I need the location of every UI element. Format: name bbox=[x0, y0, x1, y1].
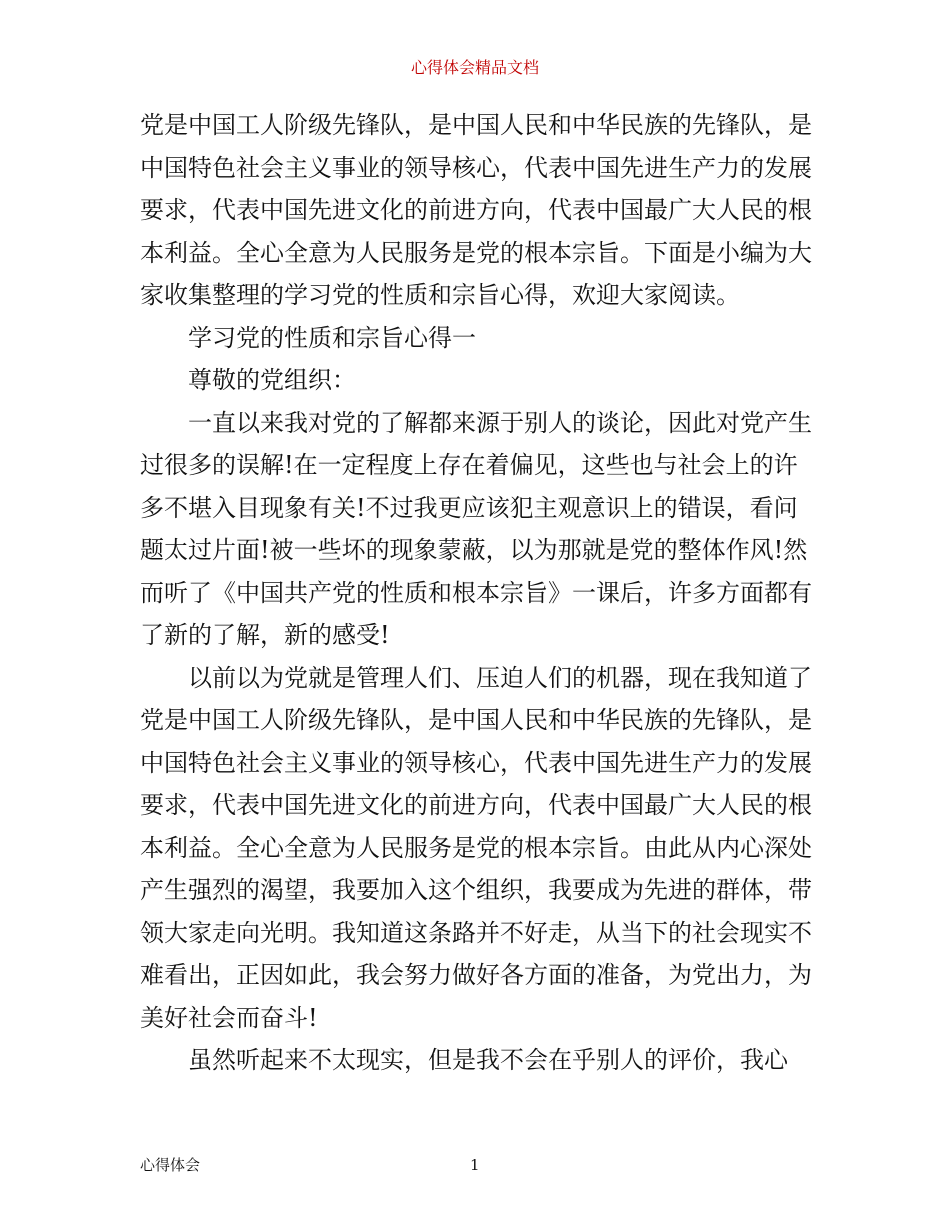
document-body bbox=[140, 104, 812, 1082]
section-heading: 学习党的性质和宗旨心得一 bbox=[188, 323, 476, 352]
intro-paragraph: 党是中国工人阶级先锋队，是中国人民和中华民族的先锋队，是中国特色社会主义事业的领导核心，代表中国先进生产力的发展要求，代表中国先进文化的前进方向，代表中国最广大人民的根本利益。全心全意为人民服务是党的根本宗旨。下面是小编为大家收集整理的学习党的性质和宗旨心得，欢迎大家阅读。 bbox=[140, 111, 812, 309]
header-title: 心得体会精品文档 bbox=[410, 58, 539, 77]
page-number: 1 bbox=[470, 1156, 480, 1174]
body-paragraph: 虽然听起来不太现实，但是我不会在乎别人的评价，我心 bbox=[188, 1046, 788, 1074]
body-paragraph: 以前以为党就是管理人们、压迫人们的机器，现在我知道了党是中国工人阶级先锋队，是中国人民和中华民族的先锋队，是中国特色社会主义事业的领导核心，代表中国先进生产力的发展要求，代表中国先进文化的前进方向，代表中国最广大人民的根本利益。全心全意为人民服务是党的根本宗旨。由此从内心深处产生强烈的渴望，我要加入这个组织，我要成为先进的群体，带领大家走向光明。我知道这条路并不好走，从当下的社会现实不难看出，正因如此，我会努力做好各方面的准备，为党出力，为美好社会而奋斗! bbox=[140, 663, 812, 1032]
body-paragraph: 一直以来我对党的了解都来源于别人的谈论，因此对党产生过很多的误解!在一定程度上存在着偏见，这些也与社会上的许多不堪入目现象有关!不过我更应该犯主观意识上的错误，看问题太过片面!被一些坏的现象蒙蔽，以为那就是党的整体作风!然而听了《中国共产党的性质和根本宗旨》一课后，许多方面都有了新的了解，新的感受! bbox=[140, 408, 812, 649]
salutation: 尊敬的党组织： bbox=[188, 366, 356, 394]
footer-label: 心得体会 bbox=[140, 1156, 201, 1174]
